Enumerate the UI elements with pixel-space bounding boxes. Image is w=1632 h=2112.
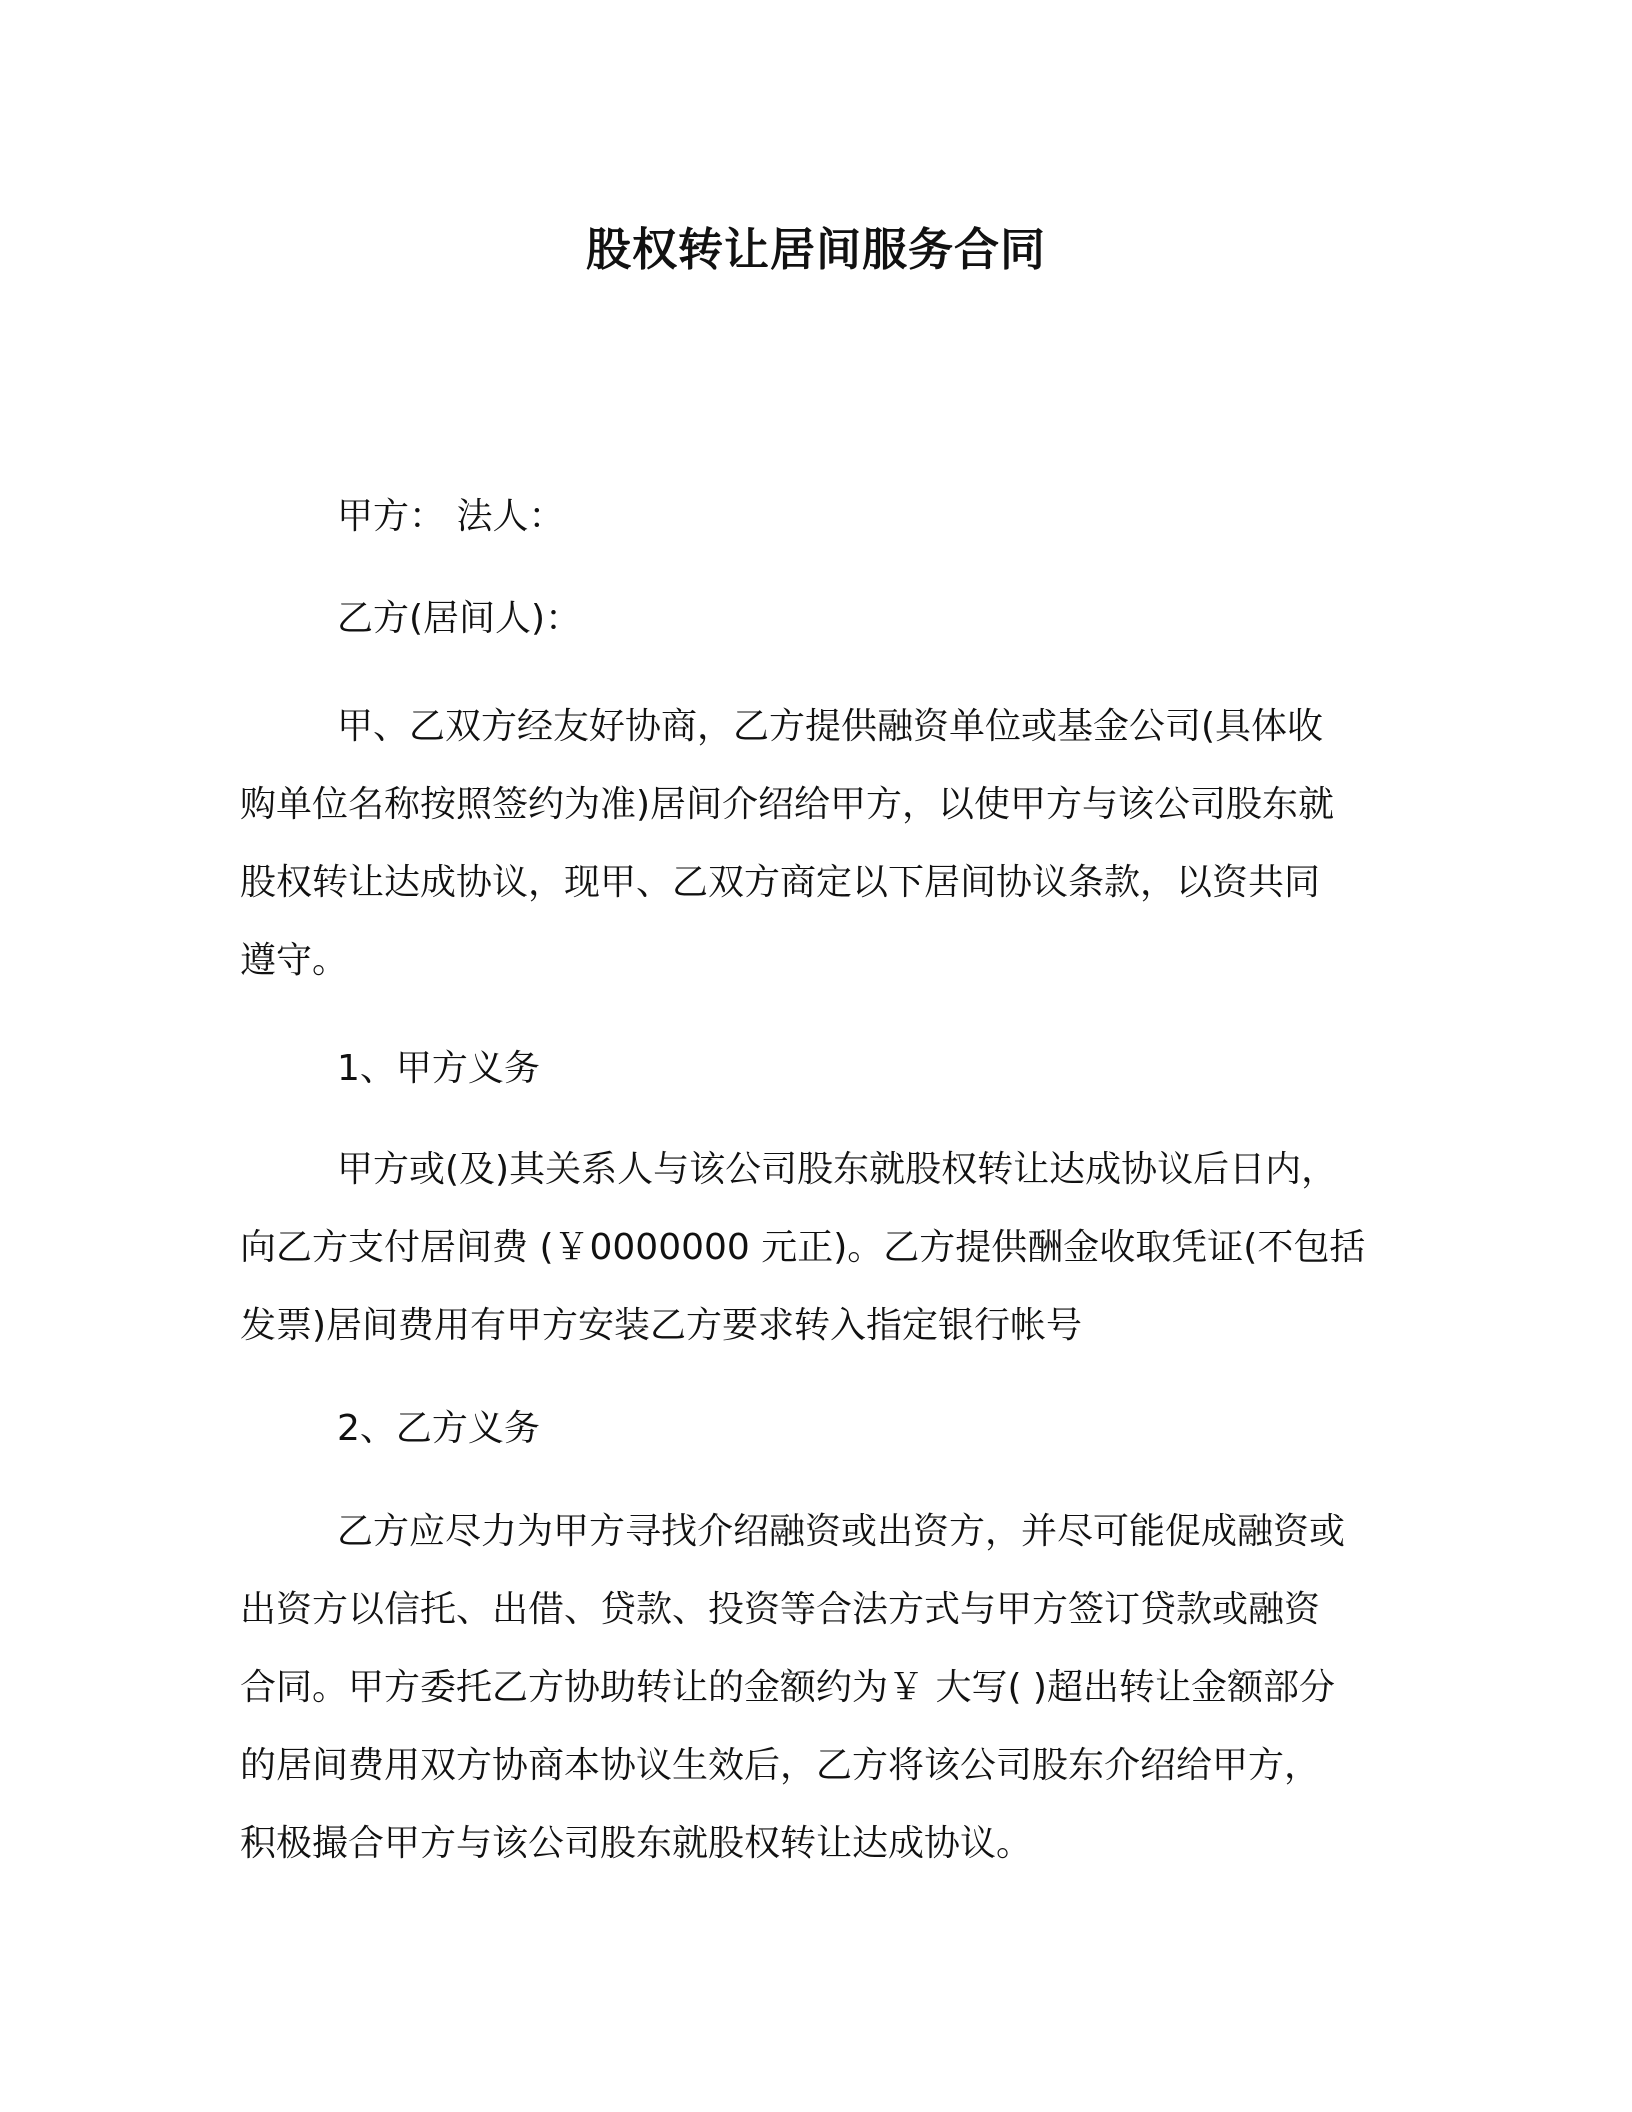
section1-heading-block [240,1030,1375,1108]
document-title: 股权转让居间服务合同 [585,223,1046,276]
section1-line: 向乙方支付居间费 (￥0000000 元正)。乙方提供酬金收取凭证(不包括 [240,1227,1366,1268]
section2-line: 积极撮合甲方与该公司股东就股权转让达成协议。 [240,1823,1033,1864]
intro-line: 购单位名称按照签约为准)居间介绍给甲方，以使甲方与该公司股东就 [240,784,1335,825]
section1-line: 甲方或(及)其关系人与该公司股东就股权转让达成协议后日内， [337,1149,1338,1190]
section1-paragraph [240,1131,1375,1365]
section2-paragraph [240,1493,1375,1883]
section2-line: 乙方应尽力为甲方寻找介绍融资或出资方，并尽可能促成融资或 [337,1511,1346,1552]
party-b-line [240,580,1375,658]
intro-line: 遵守。 [240,940,349,981]
section2-line: 合同。甲方委托乙方协助转让的金额约为￥ 大写( )超出转让金额部分 [240,1667,1335,1708]
party-a-label: 甲方： 法人： [337,496,565,537]
section1-heading: 1、甲方义务 [337,1048,540,1089]
intro-line: 股权转让达成协议，现甲、乙双方商定以下居间协议条款，以资共同 [240,862,1321,903]
section2-line: 的居间费用双方协商本协议生效后，乙方将该公司股东介绍给甲方， [240,1745,1321,1786]
section2-heading-block [240,1390,1375,1468]
intro-line: 甲、乙双方经友好协商，乙方提供融资单位或基金公司(具体收 [337,706,1324,747]
section2-line: 出资方以信托、出借、贷款、投资等合法方式与甲方签订贷款或融资 [240,1589,1321,1630]
party-a-line [240,478,1375,556]
party-b-label: 乙方(居间人)： [337,598,582,639]
section1-line: 发票)居间费用有甲方安装乙方要求转入指定银行帐号 [240,1305,1083,1346]
intro-paragraph [240,688,1375,1000]
section2-heading: 2、乙方义务 [337,1408,540,1449]
